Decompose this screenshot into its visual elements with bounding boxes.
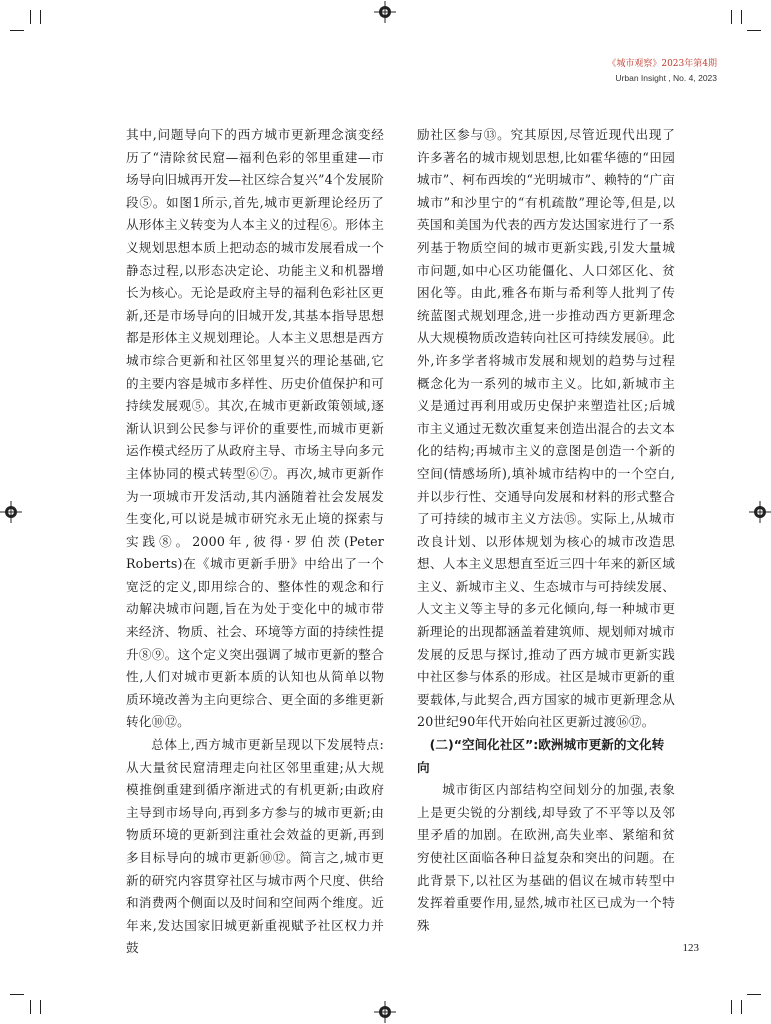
right-column (417, 124, 675, 937)
registration-mark-icon (374, 1001, 396, 1023)
paragraph: 其中,问题导向下的西方城市更新理念演变经历了“清除贫民窟—福利色彩的邻里重建—市场导向旧城再开发—社区综合复兴”4个发展阶段⑤。如图1所示,首先,城市更新理论经历了从形体主义转变为人本主义的过程⑥。形体主义规划思想本质上把动态的城市发展看成一个静态过程,以形态决定论、功能主义和机器增长为核心。无论是政府主导的福利色彩社区更新,还是市场导向的旧城开发,其基本指导思想都是形体主义规划理论。人本主义思想是西方城市综合更新和社区邻里复兴的理论基础,它的主要内容是城市多样性、历史价值保护和可持续发展观⑤。其次,在城市更新政策领域,逐渐认识到公民参与评价的重要性,而城市更新运作模式经历了从政府主导、市场主导向多元主体协同的模式转型⑥⑦。再次,城市更新作为一项城市开发活动,其内涵随着社会发展发生变化,可以说是城市研究永无止境的探索与实践⑧。2000年,彼得·罗伯茨(Peter Roberts)在《城市更新手册》中给出了一个宽泛的定义,即用综合的、整体性的观念和行动解决城市问题,旨在为处于变化中的城市带来经济、物质、社会、环境等方面的持续性提升⑧⑨。这个定义突出强调了城市更新的整合性,人们对城市更新本质的认知也从简单以物质环境改善为主向更综合、更全面的多维更新转化⑩⑫。 (126, 127, 384, 730)
crop-mark (741, 1000, 742, 1014)
paragraph: 城市街区内部结构空间划分的加强,表象上是更尖锐的分割线,却导致了不平等以及邻里矛盾的加剧。在欧洲,高失业率、紧缩和贫穷使社区面临各种日益复杂和突出的问题。在此背景下,以社区为基础的倡议在城市转型中发挥着重要作用,显然,城市社区已成为一个特殊 (417, 782, 675, 933)
crop-mark (10, 994, 24, 995)
left-column (126, 124, 384, 960)
crop-mark (741, 10, 742, 24)
journal-title-en: Urban Insight , No. 4, 2023 (615, 73, 717, 83)
crop-mark (731, 10, 732, 24)
running-header (607, 56, 717, 83)
crop-mark (10, 30, 24, 31)
registration-mark-icon (374, 1, 396, 23)
crop-mark (731, 1000, 732, 1014)
crop-mark (747, 30, 761, 31)
crop-mark (30, 1000, 31, 1014)
crop-mark (30, 10, 31, 24)
paragraph: 总体上,西方城市更新呈现以下发展特点:从大量贫民窟清理走向社区邻里重建;从大规模推倒重建到循序渐进式的有机更新;由政府主导到市场导向,再到多方参与的城市更新;由物质环境的更新到注重社会效益的更新,再到多目标导向的城市更新⑩⑫。简言之,城市更新的研究内容贯穿社区与城市两个尺度、供给和消费两个侧面以及时间和空间两个维度。近年来,发达国家旧城更新重视赋予社区权力并鼓 (126, 737, 384, 956)
registration-mark-icon (749, 501, 771, 523)
crop-mark (40, 1000, 41, 1014)
page-number: 123 (682, 942, 699, 954)
section-heading: (二)“空间化社区”:欧洲城市更新的文化转向 (417, 737, 665, 775)
registration-mark-icon (0, 501, 22, 523)
paragraph: 励社区参与⑬。究其原因,尽管近现代出现了许多著名的城市规划思想,比如霍华德的“田园城市”、柯布西埃的“光明城市”、赖特的“广亩城市”和沙里宁的“有机疏散”理论等,但是,以英国和美国为代表的西方发达国家进行了一系列基于物质空间的城市更新实践,引发大量城市问题,如中心区功能僵化、人口郊区化、贫困化等。由此,雅各布斯与希利等人批判了传统蓝图式规划理念,进一步推动西方更新理念从大规模物质改造转向社区可持续发展⑭。此外,许多学者将城市发展和规划的趋势与过程概念化为一系列的城市主义。比如,新城市主义是通过再利用或历史保护来塑造社区;后城市主义通过无数次重复来创造出混合的去文本化的结构;再城市主义的意图是创造一个新的空间(情感场所),填补城市结构中的一个空白,并以步行性、交通导向发展和材料的形式整合了可持续的城市主义方法⑮。实际上,从城市改良计划、以形体规划为核心的城市改造思想、人本主义思想直至近三四十年来的新区域主义、新城市主义、生态城市与可持续发展、人文主义等主导的多元化倾向,每一种城市更新理论的出现都涵盖着建筑师、规划师对城市发展的反思与探讨,推动了西方城市更新实践中社区参与体系的形成。社区是城市更新的重要载体,与此契合,西方国家的城市更新理念从20世纪90年代开始向社区更新过渡⑯⑰。 (417, 127, 675, 730)
crop-mark (40, 10, 41, 24)
crop-mark (747, 994, 761, 995)
journal-title-cn: 《城市观察》2023年第4期 (607, 59, 717, 69)
